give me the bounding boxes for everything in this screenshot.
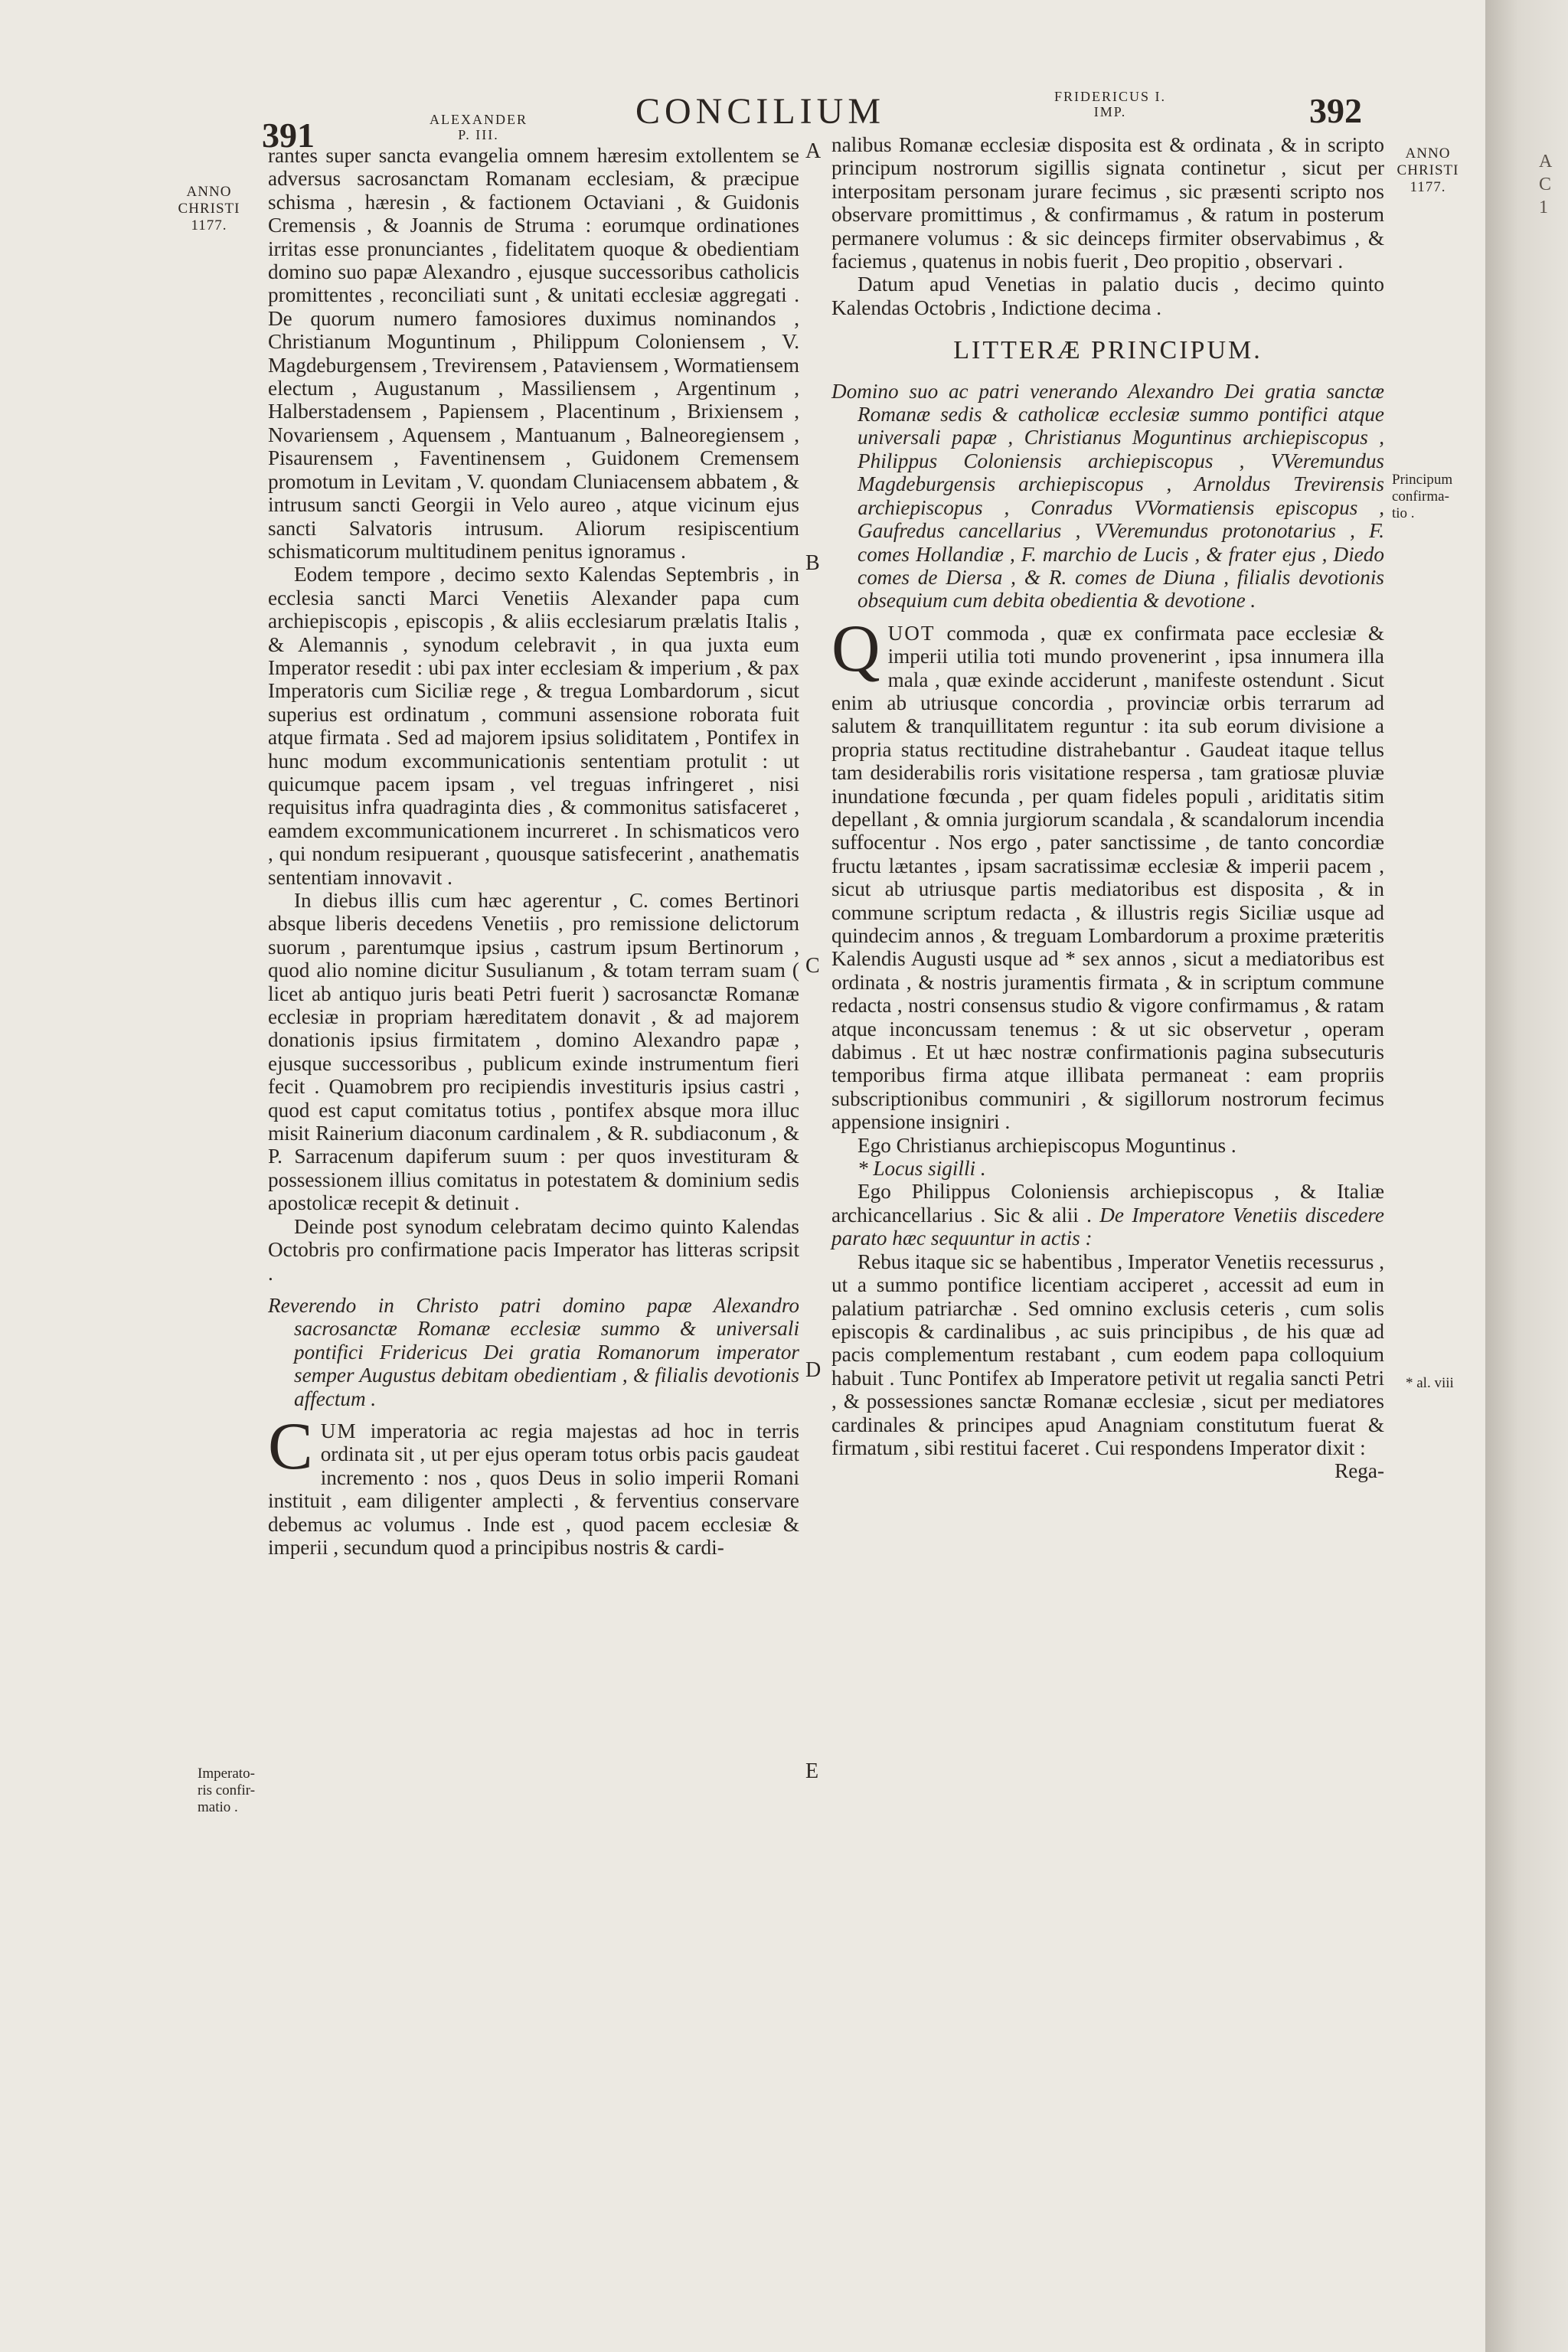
left-column [268,144,799,1559]
princes-letter-address: Domino suo ac patri venerando Alexandro Dei gratia sanctæ Romanæ sedis & catholicæ ecclesiæ summo pontifici atque universali papæ , Christianus Moguntinus archiepiscopus , Philippus Coloniensis archiepiscopus , VVeremundus Magdeburgensis archiepiscopus , Arnoldus Trevirensis archiepiscopus , Conradus VVormatiensis episcopus , Gaufredus cancellarius , VVeremundus protonotarius , F. comes Hollandiæ , F. marchio de Lucis , & frater ejus , Diedo comes de Diersa , & R. comes de Diuna , filialis devotionis obsequium cum debita obedientia & devotione . [831,379,1384,612]
running-head-right [1034,89,1187,119]
margin-note-principum [1392,472,1482,522]
section-letter-c: C [805,954,820,978]
margin-anno-right-3: 1177. [1410,179,1446,195]
subscription-1: Ego Christianus archiepiscopus Moguntinus . [858,1133,1236,1157]
left-paragraph-2: Eodem tempore , decimo sexto Kalendas Septembris , in ecclesia sancti Marci Venetiis Alexander papa cum archiepiscopis , episcopis , & aliis ecclesiarum prælatis Italis , & Alemannis , synodum celebravit , in qua juxta eum Imperator resedit : ubi pax inter ecclesiam & imperium , & pax Imperatoris cum Siciliæ rege , & tregua Lombardorum , sicut superius est ordinatum , communi assensione roborata fuit atque firmata . Sed ad majorem ipsius soliditatem , Pontifex in hunc modum excommunicationis sententiam protulit : ut quicumque pacem ipsam , vel treguas infringeret , nisi requisitus infra quadraginta dies , & commonitus satisfaceret , eamdem excommunicationem incurreret . In schismaticos vero , qui nondum resipuerant , quousque satisfecerint , anathematis sententiam innovavit . [268,563,799,889]
subscription-2 [831,1180,1384,1250]
right-column [831,133,1384,1483]
drop-cap-q: Q [831,611,880,686]
margin-note-anno-right [1386,145,1470,196]
right-paragraph-2: Datum apud Venetias in palatio ducis , decimo quinto Kalendas Octobris , Indictione decima . [831,273,1384,319]
running-head-right-line2: IMP. [1093,104,1127,119]
gutter-ghost-2: C [1539,175,1552,194]
gutter-ghost-3: 1 [1539,198,1548,217]
princes-letter-body [831,611,1384,1134]
margin-anno-right-1: ANNO [1405,145,1451,162]
section-letter-a: A [805,139,822,163]
running-head-left-line2: P. III. [458,127,499,142]
running-head-left [413,112,544,142]
acta-note: De Imperatore Venetiis discedere parato hæc sequuntur in actis : [831,1203,1384,1250]
right-paragraph-4: Rebus itaque sic se habentibus , Imperator Venetiis recessurus , ut a summo pontifice licentiam acciperet , accessit ad eum in palatium patriarchæ . Sed omnino exclusis ceteris , cum solis episcopis & cardinalibus , ac suis principibus , de his quæ ad pacis complementum restabant , cum eodem papa colloquium habuit . Tunc Pontifex ab Imperatore petivit ut regalia sancti Petri , & possessiones sanctæ Romanæ ecclesiæ , sicut per mediatores cardinales & principes apud Anagniam constitutum fuerat & firmatum , sibi restitui faceret . Cui respondens Imperator dixit : [831,1250,1384,1459]
left-paragraph-1: rantes super sancta evangelia omnem hæresim extollentem se adversus sacrosanctam Romanam ecclesiam, & præcipue schisma , hæresin , & factionem Octaviani , & Guidonis Cremensis , & Joannis de Struma : eorumque ordinationes irritas esse pronunciantes , fidelitatem quoque & obedientiam domino suo papæ Alexandro , ejusque successoribus catholicis promittentes , reconciliati sunt , & unitati ecclesiæ aggregati . De quorum numero famosiores duximus nominandos , Christianum Moguntinum , Philippum Coloniensem , V. Magdeburgensem , Trevirensem , Pataviensem , Wormatiensem electum , Augustanum , Massiliensem , Argentinum , Halberstadensem , Papiensem , Placentinum , Brixiensem , Novariensem , Aquensem , Mantuanum , Balneoregiensem , Pisaurensem , Faventinensem , Guidonem Cremensem promotum in Levitam , V. quondam Cluniacensem abbatem , & intrusum sancti Georgii in Velo aureo , atque vicinum ejus sancti Salvatoris intrusum. Aliorum resipiscentium schismaticorum multitudinem penitus ignoramus . [268,144,799,563]
running-head-left-line1: ALEXANDER [430,112,528,127]
drop-cap-c: C [268,1409,313,1484]
adjacent-page-edge [1485,0,1568,2352]
margin-principum-3: tio . [1392,505,1415,521]
margin-principum-2: confirma- [1392,488,1449,505]
left-paragraph-5: imperatoria ac regia majestas ad hoc in terris ordinata sit , ut per ejus operam totus orbis pacis gaudeat incremento : nos , quos Deus in solio imperii Romani instituit , eam diligenter amplecti , & ferventius conservare debemus ac volumus . Inde est , quod pacem ecclesiæ & imperii , secundum quod a principibus nostris & cardi- [268,1419,799,1559]
emperor-letter-body [268,1409,799,1559]
gutter-ghost-1: A [1539,152,1553,172]
section-letter-e: E [805,1759,819,1783]
drop-cap-c-rest: UM [320,1419,358,1442]
margin-principum-1: Principum [1392,472,1453,488]
margin-anno-left-3: 1177. [191,217,227,234]
margin-imperatoris-1: Imperato- [198,1766,255,1782]
left-paragraph-3: In diebus illis cum hæc agerentur , C. comes Bertinori absque liberis decedens Venetiis , pro remissione delictorum suorum , parentumque ipsius , castrum ipsum Bertinorum , quod alio nomine dicitur Susulianum , & totam terram suam ( licet ab antiquo juris beati Petri fuerit ) sacrosanctæ Romanæ ecclesiæ in propriam hæreditatem donavit , & ad majorem donationis ipsius firmitatem , domino Alexandro papæ , ejusque successoribus , publicum exinde instrumentum fieri fecit . Quamobrem pro recipiendis investituris ipsius castri , quod est caput comitatus totius , pontifex absque mora illuc misit Rainerium diaconum cardinalem , & R. subdiaconum , & P. Sarracenum dapiferum suum : per quos investituram & possessionem illius comitatus in potestatem & dominium sedis apostolicæ recepit & detinuit . [268,889,799,1215]
margin-anno-right-2: CHRISTI [1396,162,1459,178]
margin-anno-left-2: CHRISTI [178,201,240,217]
margin-imperatoris-3: matio . [198,1799,238,1815]
section-letter-d: D [805,1358,822,1382]
subscription-2-text: Ego Philippus Coloniensis archiepiscopus , & Italiæ archicancellarius . Sic & alii . [831,1180,1384,1227]
subscription-seal: * Locus sigilli . [858,1157,986,1181]
margin-note-imperatoris [198,1766,282,1816]
margin-anno-left-1: ANNO [186,184,232,200]
page-number-right: 392 [1309,91,1362,130]
running-head-right-line1: FRIDERICUS I. [1054,89,1166,104]
section-title-litterae: LITTERÆ PRINCIPUM. [953,336,1263,365]
margin-note-variant: * al. viii [1406,1375,1454,1391]
running-title: CONCILIUM [635,91,885,132]
margin-note-anno-left [167,184,251,234]
right-paragraph-1: nalibus Romanæ ecclesiæ disposita est & ordinata , & in scripto principum nostrorum sigillis signata continetur , sicut per interpositam personam jurare fecimus , sic præsenti scripto nos observare promittimus , & confirmamus , & ratum in posterum permanere volumus : & sic deinceps firmiter observabimus , & faciemus , quatenus in nobis fuerit , Deo propitio , observari . [831,133,1384,273]
section-letter-b: B [805,551,820,575]
left-paragraph-4: Deinde post synodum celebratam decimo quinto Kalendas Octobris pro confirmatione pacis Imperator has litteras scripsit . [268,1214,799,1285]
catchword: Rega- [1334,1459,1384,1483]
right-paragraph-3: commoda , quæ ex confirmata pace ecclesiæ & imperii utilia toti mundo provenerint , ipsa innumera illa mala , quæ exinde acciderunt , manifeste ostendunt . Sicut enim ab utriusque concordia , provinciæ orbis terrarum ad salutem & tranquillitatem reguntur : ita sub eorum divisione a propria status rectitudine distrahebantur . Gaudeat itaque tellus tam desiderabilis roris visitatione respersa , tam gratiosæ pluviæ inundatione fœcunda , per quam fideles populi , ariditatis sitim depellant , & omnia jurgiorum scandala , & scandalorum incendia suffocentur . Nos ergo , pater sanctissime , de tanto concordiæ fructu lætantes , ipsam sacratissimæ ecclesiæ & imperii pacem , sicut ab utriusque partis mediatoribus est disposita , & in commune scriptum redacta , & illustris regis Siciliæ usque ad quindecim annos , & treguam Lombardorum a proxime præteritis Kalendis Augusti usque ad * sex annos , sicut a mediatoribus est ordinata , & nostris juramentis firmata , & in scriptum commune redacta , nostri consensus studio & vigore confirmamus , & ratam atque inconcussam tenemus : & ut sic observetur , operam dabimus . Et ut hæc nostræ confirmationis pagina subsecuturis temporibus firma atque illibata permaneat : eam propriis subscriptionibus communiri , & sigillorum nostrorum fecimus appensione insigniri . [831,621,1384,1134]
drop-cap-q-rest: UOT [887,621,936,645]
margin-imperatoris-2: ris confir- [198,1782,256,1798]
page-number-left: 391 [262,116,315,155]
emperor-letter-address: Reverendo in Christo patri domino papæ Alexandro sacrosanctæ Romanæ ecclesiæ summo & universali pontifici Fridericus Dei gratia Romanorum imperator semper Augustus debitam obedientiam , & filialis devotionis affectum . [268,1293,799,1410]
